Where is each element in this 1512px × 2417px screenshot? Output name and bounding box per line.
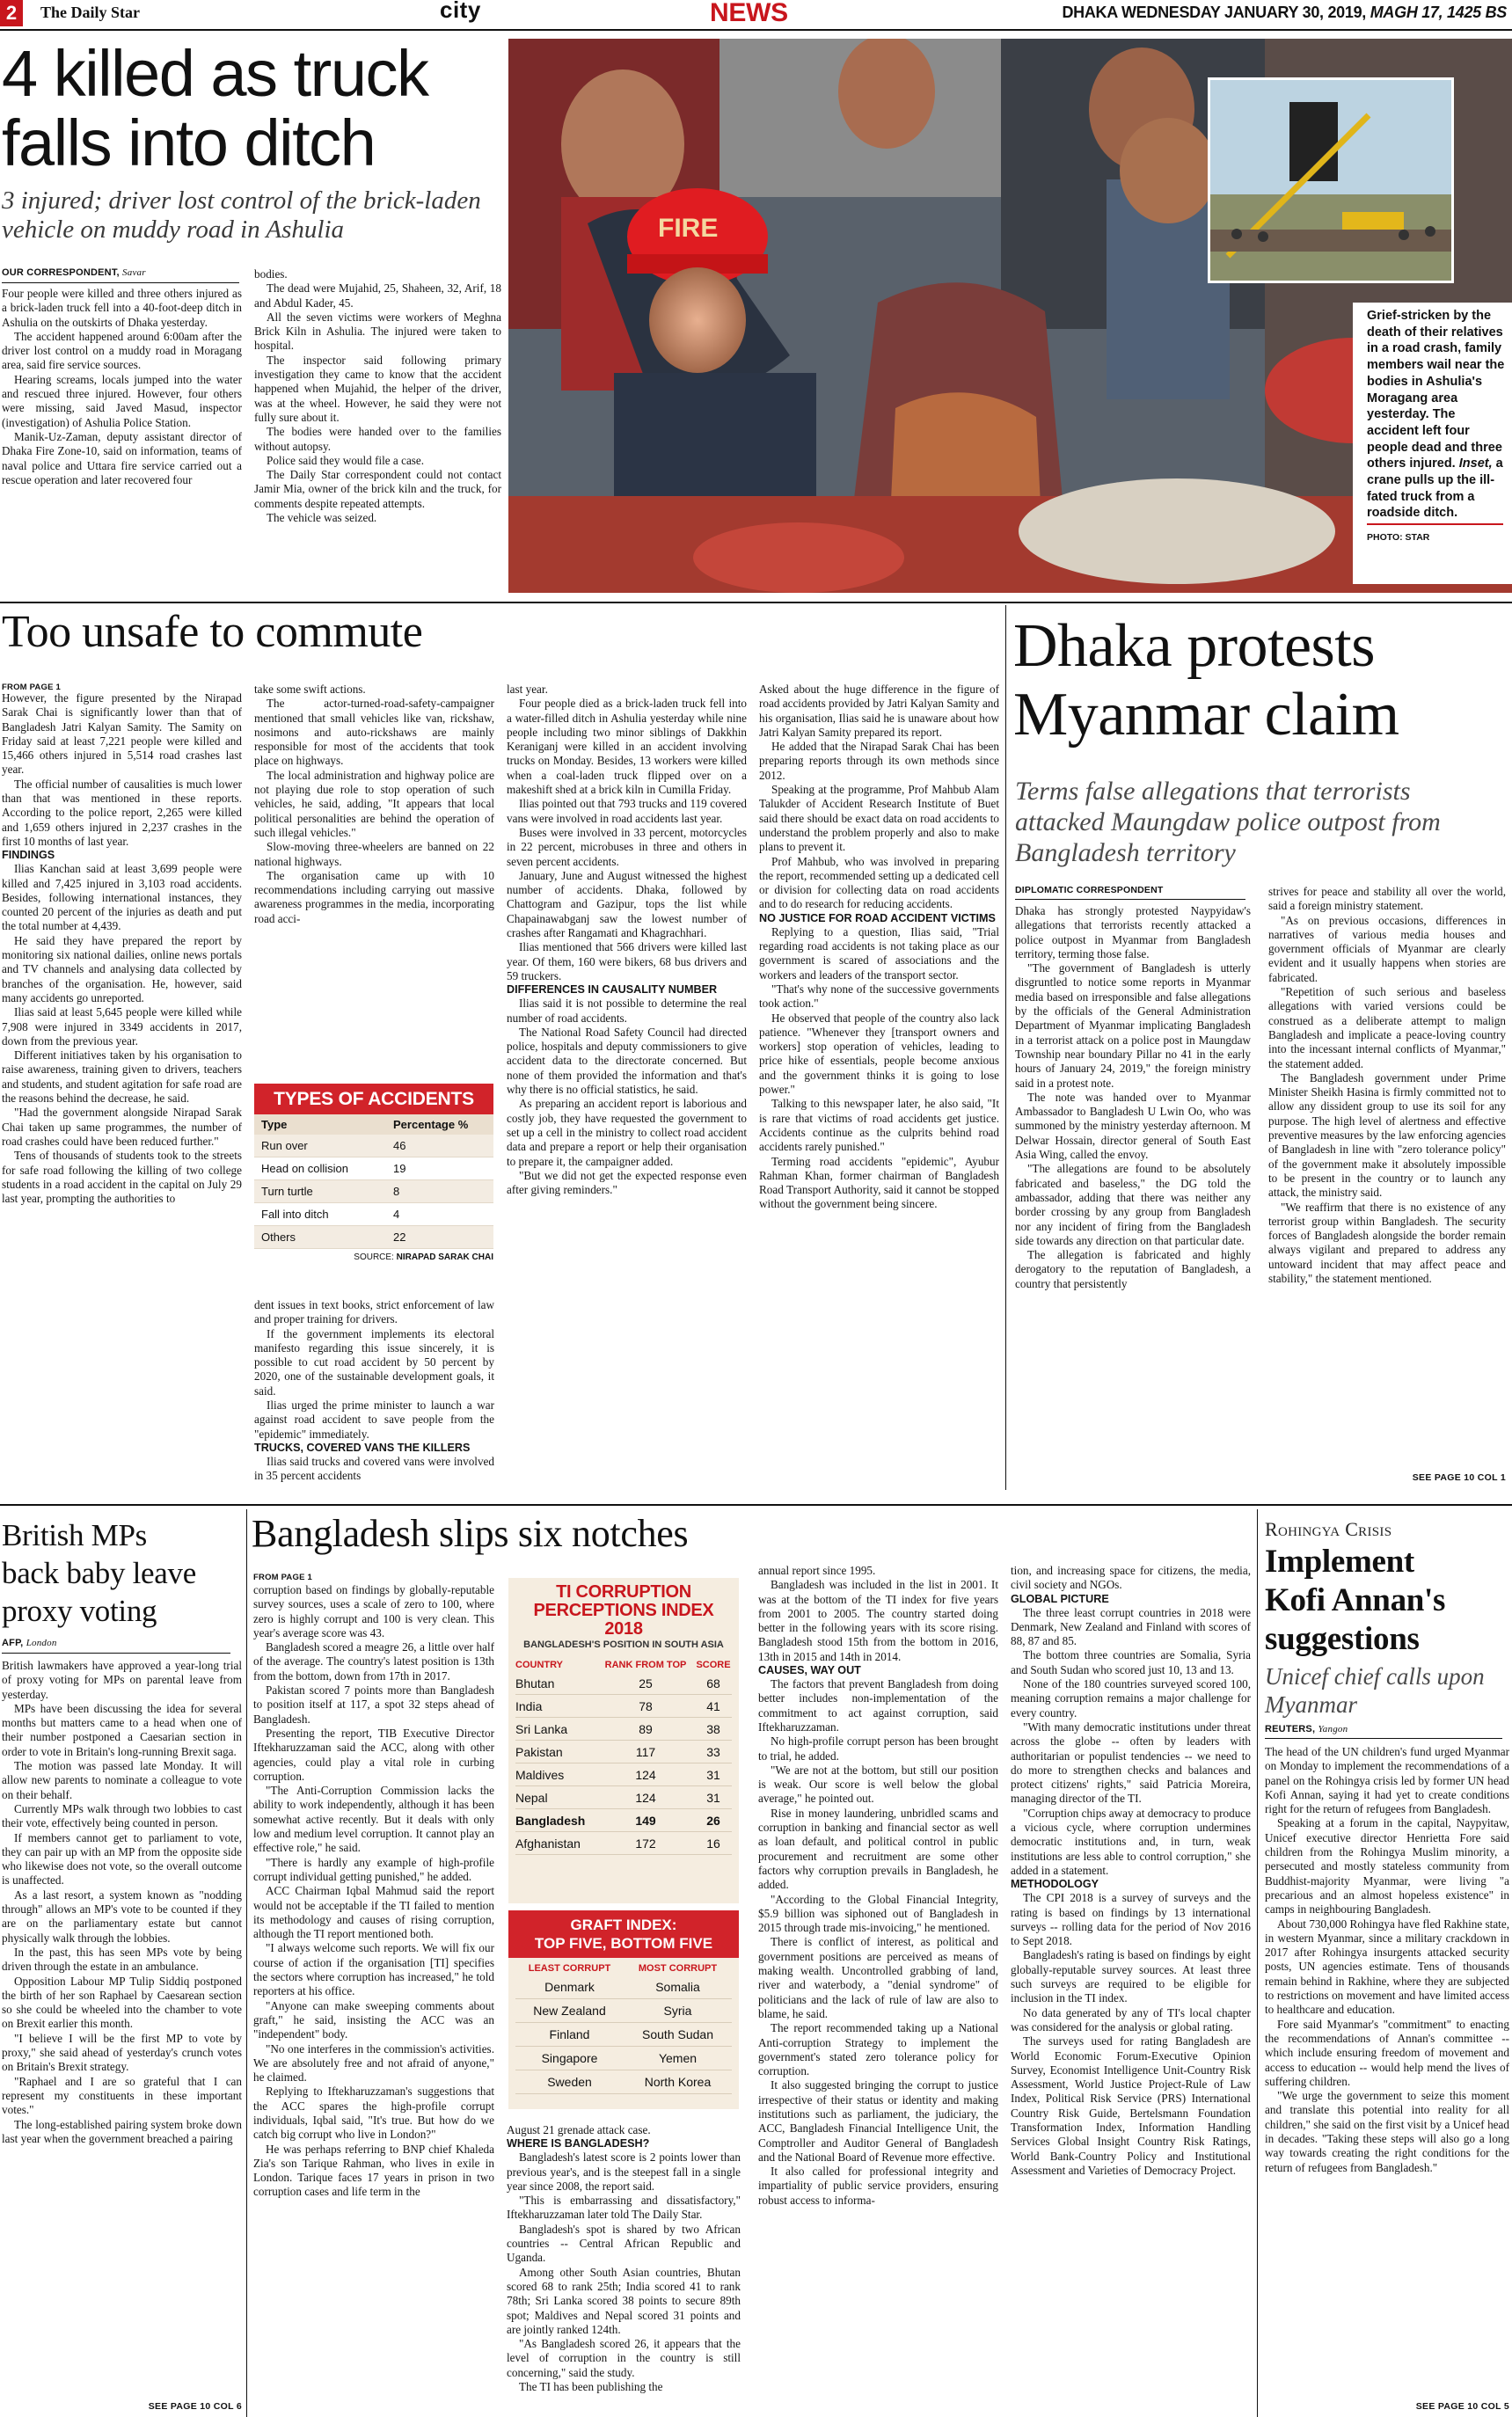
cell-percentage: 4 (393, 1208, 400, 1221)
paragraph: If the government implements its electoral manifesto regarding this issue sincerely, it is possible to cut road accident by 50 percent by 2020, one of the sustainable development goals, it said. (254, 1326, 494, 1398)
table-row (254, 1226, 493, 1249)
paragraph: ACC Chairman Iqbal Mahmud said the report would not be acceptable if the TI failed to mention its methodology and causes of rising corruption, although the TI report mentioned both. (253, 1884, 494, 1941)
paragraph: Rise in money laundering, unbridled scams and corruption in banking and financial sector as well as loan default, and political control in public procurement and recruitment are some other factors why corruption prevails in Bangladesh, he added. (758, 1806, 998, 1892)
paragraph: "The allegations are found to be absolutely fabricated and baseless," the DG told the ambassador, adding that there was neither any border crossing by any group from Bangladesh nor any incident of firing from the Bangladesh side towards any direction on that particular date. (1015, 1162, 1251, 1247)
paragraph: There is conflict of interest, as political and government positions are perceived as means of making wealth. Uncontrolled grabbing of land, river and waterbody, a "denial syndrome" of politicians and the lack of rule of law are also to blame, he said. (758, 1935, 998, 2020)
paragraph: last year. (507, 683, 548, 696)
table-row (515, 1718, 732, 1741)
paragraph: The long-established pairing system broke down last year when the government breached a pairing (2, 2117, 242, 2145)
paragraph: "I believe I will be the first MP to vote by proxy," she said ahead of yesterday's crunch votes on Britain's Brexit strategy. (2, 2031, 242, 2074)
table-cell: 26 (706, 1814, 720, 1828)
paragraph: The allegation is fabricated and highly derogatory to the reputation of Bangladesh, a country that persistently (1015, 1248, 1251, 1290)
table-cell: 117 (635, 1745, 656, 1759)
cell-type: Fall into ditch (261, 1208, 329, 1221)
body-col-1 (253, 1583, 494, 2417)
paragraph: Dhaka has strongly protested Naypyidaw's allegations that terrorists recently attacked a police outpost in Myanmar from Bangladesh territory, terming those false. (1015, 904, 1251, 960)
table-cell: Bhutan (515, 1676, 555, 1690)
story-rohingya (1263, 1509, 1512, 2417)
main-photo (508, 39, 1512, 593)
paragraph: The Daily Star correspondent could not contact Jamir Mia, owner of the brick kiln and the truck, for comments despite repeated attempts. (254, 468, 501, 510)
dateline: DHAKA WEDNESDAY JANUARY 30, 2019, MAGH 17, 1425 BS (1062, 4, 1507, 21)
subhead: WHERE IS BANGLADESH? (507, 2137, 650, 2150)
story-bangladesh-slips (252, 1509, 1254, 2417)
paragraph: Bangladesh scored a meagre 26, a little over half of the average. The country's latest position is 13th from the bottom, down from 17th in 2017. (253, 1640, 494, 1683)
table-cell: India (515, 1699, 543, 1713)
body-col-1 (2, 691, 242, 1499)
paragraph: "We urge the government to seize this moment and translate this potential into reality for all children," she said on the first visit by a Unicef head in decades. "Taking these steps will also go a long way towards creating the right conditions for the return of refugees from Bangladesh." (1265, 2089, 1509, 2174)
table-row (515, 1975, 732, 1999)
cell-percentage: 19 (393, 1162, 406, 1175)
table-cell: Nepal (515, 1791, 548, 1805)
byline: DIPLOMATIC CORRESPONDENT (1015, 885, 1164, 895)
paragraph: The CPI 2018 is a survey of surveys and the rating is based on findings by 13 international surveys -- rolling data for the period of Nov 2016 to Sept 2018. (1011, 1891, 1251, 1948)
body-col-4 (1011, 1564, 1251, 2417)
ti-subtitle: BANGLADESH'S POSITION IN SOUTH ASIA (523, 1639, 724, 1650)
table-row (515, 1672, 732, 1695)
paragraph: Four people were killed and three others injured as a brick-laden truck fell into a 40-foot-deep ditch in Ashulia on the outskirts of Dhaka yesterday. (2, 287, 242, 329)
table-row (515, 2047, 732, 2070)
table-row (515, 2070, 732, 2094)
paragraph: January, June and August witnessed the highest number of accidents. Dhaka, followed by Chattogram and Gazipur, tops the list while Chapainawabganj saw the lowest number of crashes after Rangamati and Khagrachhari. (507, 868, 747, 940)
paragraph: He observed that people of the country also lack patience. "Whenever they [transport owners and workers] stop operation of vehicles, leading to price hike of essentials, people become anxious and the government thinks it is going to lose power." (759, 1011, 999, 1097)
subhead: METHODOLOGY (1011, 1878, 1099, 1891)
paragraph: Fore said Myanmar's "commitment" to enacting the recommendations of Annan's committee -- which include ensuring freedom of movement and access to education -- would help mend the lives of suffering children. (1265, 2017, 1509, 2088)
paragraph: Ilias Kanchan said at least 3,699 people were killed and 7,425 injured in 3,103 road accidents. Besides, following international instances, they counted 20 percent of the injuries as death and put the total number at 4,439. (2, 862, 242, 933)
paragraph: The official number of causalities is much lower than that was mentioned in these reports. According to the police report, 2,265 were killed and 1,659 others injured in 2,237 crashes in the first 10 months of last year. (2, 777, 242, 848)
table-cell: 78 (639, 1699, 653, 1713)
paragraph: "As Bangladesh scored 26, it appears that the level of corruption in the country is still concerning," said the study. (507, 2337, 741, 2379)
paragraph: Ilias said it is not possible to determine the real number of road accidents. (507, 997, 747, 1025)
paragraph: Presenting the report, TIB Executive Director Iftekharuzzaman said the ACC, along with other agencies, could play a vital role in curbing corruption. (253, 1726, 494, 1783)
paragraph: "Repetition of such serious and baseless allegations with varied versions could be construed as a deliberate attempt to malign Bangladesh and implicate a peace-loving country into the incessant internal conflicts of Myanmar," the statement added. (1268, 985, 1506, 1070)
paragraph: Ilias pointed out that 793 trucks and 119 covered vans were involved in road accidents last year. (507, 797, 747, 825)
paragraph: Tens of thousands of students took to the streets for safe road following the killing of two college students in a road accident in the capital on July 29 last year, prompting the authorities to (2, 1149, 242, 1206)
table-cell: 16 (706, 1836, 720, 1851)
see-page: SEE PAGE 10 COL 1 (1412, 1472, 1506, 1483)
story-too-unsafe (0, 605, 1003, 1501)
paragraph: corruption based on findings by globally-reputable survey sources, uses a scale of zero to 100, where zero is highly corrupt and 100 is very clean. This year's average score was 43. (253, 1583, 494, 1639)
paragraph: Prof Mahbub, who was involved in preparing the report, recommended setting up a dedicated cell or division for collecting data on road accidents and to do research for reducing accidents. (759, 854, 999, 911)
paragraph: The National Road Safety Council had directed police, hospitals and deputy commissioners to give accident data to the directorate concerned. But none of them provided the information and that's why there is no official statistics, he said. (507, 1025, 747, 1097)
table-cell: 68 (706, 1676, 720, 1690)
paragraph: Manik-Uz-Zaman, deputy assistant director of Dhaka Fire Zone-10, said on information, teams of naval police and Uttara fire service carried out a rescue operation and later recovered four (2, 429, 242, 486)
from-page: FROM PAGE 1 (253, 1573, 312, 1582)
subhead: FINDINGS (2, 849, 55, 862)
cell-type: Others (261, 1230, 296, 1244)
paragraph: The surveys used for rating Bangladesh are World Economic Forum-Executive Opinion Survey, Economist Intelligence Unit-Country Risk Assessment, World Justice Project-Rule of Law Index, Political Risk Service (PRS) International Country Risk Guide, Bertelsmann Foundation Transformation Index, Information Handling Services Global Insight Country Risk Ratings, World Bank-Country Policy and Institutional Assessment and Varieties of Democracy Project. (1011, 2034, 1251, 2177)
accidents-table: TYPES OF ACCIDENTS Type Percentage % Run over 46 Head on collision 19 Turn turtle 8 Fall into ditch 4 Others 22 SOURCE: NIRAPAD SARAK CHAI (254, 1084, 493, 1295)
table-cell: 41 (706, 1699, 720, 1713)
paragraph: The vehicle was seized. (267, 511, 377, 525)
paragraph: However, the figure presented by the Nirapad Sarak Chai is significantly lower than that of Bangladesh Jatri Kalyan Samity. The Samity on Friday said at least 7,221 people were killed and 15,466 others injured in 5,514 road crashes last year. (2, 691, 242, 777)
paragraph: Speaking at the programme, Prof Mahbub Alam Talukder of Accident Research Institute of Buet said there should be exact data on road accidents to understand the problem properly and also to make plans to prevent it. (759, 783, 999, 854)
paragraph: None of the 180 countries surveyed scored 100, meaning corruption remains a major challenge for every country. (1011, 1677, 1251, 1720)
table-row (254, 1135, 493, 1157)
paragraph: Bangladesh was included in the list in 2001. It was at the bottom of the TI index for five years from 2001 to 2005. The country started doing better in the following years with its score rising. Bangladesh stood 15th from the bottom in 2016, 13th in 2015 and 14th in 2014. (758, 1578, 998, 1663)
paragraph: The bodies were handed over to the families without autopsy. (254, 425, 501, 453)
paragraph: It also called for professional integrity and impartiality of public service providers, ensuring robust access to informa- (758, 2165, 998, 2207)
paragraph: No data generated by any of TI's local chapter was considered for the analysis or global rating. (1011, 2005, 1251, 2034)
paragraph: Replying to a question, Ilias said, "Trial regarding road accidents is not taking place as our government is scared of associations and the workers and leaders of the transport sector. (759, 924, 999, 982)
paragraph: "This is embarrassing and dissatisfactory," Iftekharuzzaman later told The Daily Star. (507, 2194, 741, 2222)
table-row (515, 1999, 732, 2023)
headline: British MPs back baby leave proxy voting (2, 1518, 196, 1628)
headline: Dhaka protests Myanmar claim (1013, 612, 1399, 748)
paragraph: The note was handed over to Myanmar Ambassador to Bangladesh U Lwin Oo, who was summoned by the ministry yesterday afternoon. M Delwar Hossain, director general of South East Asia Wing, called the envoy. (1015, 1090, 1251, 1162)
cell-type: Run over (261, 1139, 308, 1152)
table-cell: 38 (706, 1722, 720, 1736)
paragraph: "I always welcome such reports. We will fix our course of action if the organisation [TI] specifies the sectors where corruption has increased," he told reporters at his office. (253, 1941, 494, 1998)
headline: 4 killed as truck falls into ditch (2, 37, 428, 179)
paragraph: take some swift actions. (254, 683, 366, 696)
body-col (1265, 1745, 1509, 2399)
paragraph: "There is hardly any example of high-profile corrupt individual getting punished," he added. (253, 1855, 494, 1883)
paragraph: "The government of Bangladesh is utterly disgruntled to notice some reports in Myanmar media based on irresponsible and false allegations by the officials of the General Administration Department of Myanmar implicating Bangladesh in a terrorist attack on a police post in Maungdaw Township near boundary Pillar no 41 in the early hours of January 24, 2019," the foreign ministry said in a protest note. (1015, 961, 1251, 1090)
deck: 3 injured; driver lost control of the brick-laden vehicle on muddy road in Ashulia (2, 186, 481, 244)
paragraph: Among other South Asian countries, Bhutan scored 68 to rank 25th; India scored 41 to rank 78th; Sri Lanka scored 38 points to secure 89th spot; Maldives and Nepal scored 31 points and are jointly ranked 124th. (507, 2265, 741, 2336)
masthead (0, 0, 1512, 35)
paragraph: Ilias said trucks and covered vans were involved in 35 percent accidents (254, 1454, 494, 1483)
subhead: TRUCKS, COVERED VANS THE KILLERS (254, 1441, 471, 1454)
paragraph: The head of the UN children's fund urged Myanmar on Monday to implement the recommendations of a panel on the Rohingya crisis led by former UN head Kofi Annan, saying it had yet to create conditions right for the return of refugees from Bangladesh. (1265, 1745, 1509, 1816)
cell-least: Singapore (541, 2051, 598, 2065)
table-row (254, 1203, 493, 1226)
paragraph: Replying to Iftekharuzzaman's suggestions that the ACC spares the high-profile corrupt individuals, Iqbal said, "It's true. But how do we catch big corrupt who live in London?" (253, 2085, 494, 2142)
paper-name: The Daily Star (40, 4, 141, 21)
photo-caption: Grief-stricken by the death of their relatives in a road crash, family members wail near the bodies in Ashulia's Moragang area yesterday. The accident left four people dead and three others injured. Inset, a crane pulls up the ill-fated truck from a roadside ditch. PHOTO: STAR (1353, 303, 1512, 584)
paragraph: Slow-moving three-wheelers are banned on 22 national highways. (254, 840, 494, 868)
paragraph: annual report since 1995. (758, 1564, 876, 1577)
subhead: CAUSES, WAY OUT (758, 1664, 861, 1677)
cell-least: Denmark (544, 1980, 595, 1994)
table-row (254, 1157, 493, 1180)
paragraph: bodies. (254, 267, 288, 281)
paragraph: "As on previous occasions, differences in narratives of various media houses and government officials of Myanmar are clearly evident and it usually happens when stories are fabricated. (1268, 913, 1506, 984)
paragraph: The Bangladesh government under Prime Minister Sheikh Hasina is firmly committed not to allow any dissident group to use its soil for any purpose. The high level of alertness and effective preventive measures by the law enforcing agencies of Bangladesh in line with "zero tolerance policy" of the government make it absolutely impossible to be present in the country or to launch any attack, the ministry said. (1268, 1070, 1506, 1200)
paragraph: The TI has been publishing the (519, 2380, 663, 2394)
table-row (254, 1180, 493, 1203)
cell-least: New Zealand (533, 2004, 606, 2018)
deck: Terms false allegations that terrorists attacked Maungdaw police outpost from Bangladesh territory (1015, 777, 1441, 867)
paragraph: Hearing screams, locals jumped into the water and rescued three injured. However, four others were missing, said Javed Masud, inspector (investigation) of Ashulia Police Station. (2, 372, 242, 429)
body-col-2 (507, 2123, 741, 2417)
paragraph: "We are not at the bottom, but still our position is weak. Our score is well below the global average," he pointed out. (758, 1763, 998, 1806)
table-row (515, 1786, 732, 1809)
from-page: FROM PAGE 1 (2, 683, 61, 692)
paragraph: "Raphael and I are so grateful that I can represent my constituents in these important votes." (2, 2074, 242, 2117)
body-col (2, 1659, 242, 2399)
cell-least: Sweden (547, 2075, 592, 2089)
paragraph: The three least corrupt countries in 2018 were Denmark, New Zealand and Finland with scores of 88, 87 and 85. (1011, 1605, 1251, 1648)
paragraph: The report recommended taking up a National Anti-corruption Strategy to implement the government's stated zero tolerance policy for corruption. (758, 2021, 998, 2078)
table-row (515, 1741, 732, 1763)
paragraph: "The Anti-Corruption Commission lacks the ability to work independently, although it has been somewhat active recently. But it deals with only low and medium level corruption. It cannot play an effective role," he said. (253, 1784, 494, 1855)
paragraph: About 730,000 Rohingya have fled Rakhine state, in western Myanmar, since a military crackdown in 2017 after Rohingya insurgents attacked security posts, UN agencies estimate. Tens of thousands remain behind in Rakhine, where they are subjected to restrictions on movement and have limited access to healthcare and education. (1265, 1917, 1509, 2017)
paragraph: "No one interferes in the commission's activities. We are absolutely free and not afraid of anyone," he claimed. (253, 2041, 494, 2085)
body-col-2b (254, 1298, 494, 1499)
table-cell: 172 (635, 1836, 656, 1851)
byline: REUTERS, Yangon (1265, 1724, 1348, 1734)
cell-type: Turn turtle (261, 1185, 313, 1198)
paragraph: He added that the Nirapad Sarak Chai has been preparing reports through its own methods since 2012. (759, 740, 999, 782)
paragraph: The bottom three countries are Somalia, Syria and South Sudan who scored just 10, 13 and 13. (1011, 1648, 1251, 1676)
table-cell: Afghanistan (515, 1836, 581, 1851)
inset-photo (1208, 77, 1454, 283)
paragraph: All the seven victims were workers of Meghna Brick Kiln in Ashulia. The injured were taken to hospital. (254, 310, 501, 353)
deck: Unicef chief calls upon Myanmar (1265, 1663, 1485, 1718)
paragraph: The inspector said following primary investigation they came to know that the accident happened when Mujahid, the helper of the driver, was at the wheel. However, he said they were not fully sure about it. (254, 353, 501, 424)
paragraph: strives for peace and stability all over the world, said a foreign ministry statement. (1268, 885, 1506, 913)
paragraph: If members cannot get to parliament to vote, they can pair up with an MP from the opposite side who likewise does not vote, so the overall outcome is unaffected. (2, 1830, 242, 1888)
body-col-3 (758, 1564, 998, 2417)
svg-text:FIRE: FIRE (658, 214, 719, 243)
table-row (515, 1832, 732, 1855)
paragraph: "That's why none of the successive governments took action." (759, 982, 999, 1011)
subhead: NO JUSTICE FOR ROAD ACCIDENT VICTIMS (759, 911, 996, 924)
graft-title: GRAFT INDEX: TOP FIVE, BOTTOM FIVE (508, 1910, 739, 1958)
table-row (515, 2023, 732, 2047)
headline: Implement Kofi Annan's suggestions (1265, 1544, 1446, 1657)
paragraph: Ilias urged the prime minister to launch a war against road accident to save people from the "epidemic" immediately. (254, 1398, 494, 1441)
paragraph: The organisation came up with 10 recommendations including carrying out massive awareness programmes in the media, incorporating road acci- (254, 868, 494, 925)
cell-percentage: 22 (393, 1230, 406, 1244)
paragraph: The dead were Mujahid, 25, Shaheen, 32, Arif, 18 and Abdul Kader, 45. (254, 281, 501, 310)
subhead: GLOBAL PICTURE (1011, 1592, 1109, 1605)
cell-most: Somalia (655, 1980, 700, 1994)
table-cell: Bangladesh (515, 1814, 586, 1828)
paragraph: The actor-turned-road-safety-campaigner mentioned that small vehicles like van, rickshaw, nosimons and auto-rickshaws are mainly responsible for most of the accidents that took place on highways. (254, 697, 494, 768)
body-col-2 (1268, 885, 1506, 1479)
paragraph: dent issues in text books, strict enforcement of law and proper training for drivers. (254, 1298, 494, 1326)
paragraph: Speaking at a forum in the capital, Naypyitaw, Unicef executive director Henrietta Fore said children from the Rohingya Muslim minority, a persecuted and mostly stateless community from Buddhist-majority Myanmar, were living "a precarious and an almost hopeless existence" in camps in neighbouring Bangladesh. (1265, 1816, 1509, 1917)
cell-most: North Korea (644, 2075, 712, 2089)
paragraph: "Corruption chips away at democracy to produce a vicious cycle, where corruption undermines democratic institutions and, in turn, weak institutions are less able to control corruption," she added in a statement. (1011, 1806, 1251, 1877)
section-name: city (440, 0, 481, 23)
paragraph: Four people died as a brick-laden truck fell into a water-filled ditch in Ashulia yesterday while nine people including two minor siblings of Dakkhin Keraniganj were killed in an accident involving trucks on Monday. Besides, 13 workers were killed when a coal-laden truck flipped over on a makeshift shed at a brick kiln in Cumilla Friday. (507, 697, 747, 797)
paragraph: Terming road accidents "epidemic", Ayubur Rahman Khan, former chairman of Bangladesh Road Transport Authority, said it cannot be stopped without the government being sincere. (759, 1154, 999, 1211)
cell-percentage: 8 (393, 1185, 400, 1198)
paragraph: It also suggested bringing the corrupt to justice irrespective of their status or identity and making institutions such as parliament, the judiciary, the ACC, Bangladesh Financial Intelligence Unit, the Comptroller and Auditor General of Bangladesh and the National Board of Revenue more effective. (758, 2078, 998, 2164)
table-cell: 33 (706, 1745, 720, 1759)
paragraph: Bangladesh's latest score is 2 points lower than previous year's, and is the steepest fall in a single year since 2008, the report said. (507, 2150, 741, 2193)
table-cell: Pakistan (515, 1745, 563, 1759)
paragraph: Currently MPs walk through two lobbies to cast their vote, effectively being counted in person. (2, 1801, 242, 1830)
paragraph: The factors that prevent Bangladesh from doing better includes non-implementation of the commitment to act against corruption, said Iftekharuzzaman. (758, 1677, 998, 1734)
paragraph: The accident happened around 6:00am after the driver lost control on a muddy road in Moragang area, said fire service sources. (2, 329, 242, 372)
body-col-2a (254, 683, 494, 1080)
paragraph: Ilias mentioned that 566 drivers were killed last year. Of them, 160 were bikers, 68 bus drivers and 59 truckers. (507, 940, 747, 982)
paragraph: August 21 grenade attack case. (507, 2123, 651, 2136)
body-col-1 (2, 287, 242, 596)
body-col-2 (254, 267, 501, 596)
see-page: SEE PAGE 10 COL 6 (148, 2401, 242, 2412)
cell-type: Head on collision (261, 1162, 349, 1175)
paragraph: Buses were involved in 33 percent, motorcycles in 22 percent, microbuses in three and others in seven percent accidents. (507, 825, 747, 868)
story-dhaka-protests (1012, 605, 1512, 1501)
paragraph: As preparing an accident report is laborious and costly job, they have requested the government to set up a cell in the ministry to collect road accident data and prepare a report or help their organisation to prepare it, the campaigner added. (507, 1097, 747, 1168)
table-cell: 31 (706, 1791, 720, 1805)
table-cell: Sri Lanka (515, 1722, 568, 1736)
paragraph: Ilias said at least 5,645 people were killed while 7,908 were injured in 3349 accidents in 2017, down from the previous year. (2, 1005, 242, 1048)
table-row (515, 1763, 732, 1786)
table-title: TYPES OF ACCIDENTS (254, 1084, 493, 1114)
paragraph: He said they have prepared the report by monitoring six national dailies, online news portals and TV channels and analysing data collected by branches of the organisation. He, however, said many accidents go unreported. (2, 933, 242, 1004)
ti-title: TI CORRUPTION PERCEPTIONS INDEX 2018 (533, 1582, 714, 1639)
byline: AFP, London (2, 1638, 57, 1648)
cell-most: South Sudan (642, 2027, 713, 2041)
table-cell: 124 (635, 1768, 656, 1782)
paragraph: The motion was passed late Monday. It will allow new parents to nominate a colleague to vote on their behalf. (2, 1759, 242, 1801)
table-row (515, 1695, 732, 1718)
paragraph: Opposition Labour MP Tulip Siddiq postponed the birth of her son Raphael by Caesarean section so she could be wheeled into the chamber to vote on Brexit earlier this month. (2, 1974, 242, 2031)
graft-index-table: GRAFT INDEX: TOP FIVE, BOTTOM FIVE LEAST CORRUPT MOST CORRUPT Denmark Somalia New Zealand Syria Finland South Sudan Singapore Yemen Sweden North Korea (508, 1910, 739, 2109)
body-col-4 (759, 683, 999, 1499)
paragraph: "According to the Global Financial Integrity, $5.9 billion was siphoned out of Bangladesh in 2015 through trade mis-invoicing," he mentioned. (758, 1892, 998, 1935)
paragraph: Talking to this newspaper later, he also said, "It is rare that victims of road accidents get justice. Accidents continue as the culprits behind road accidents rarely punished." (759, 1097, 999, 1154)
ti-index-table: TI CORRUPTION PERCEPTIONS INDEX 2018 BANGLADESH'S POSITION IN SOUTH ASIA COUNTRY RANK FROM TOP SCORE Bhutan 25 68 India 78 41 Sri Lanka 89 38 Pakistan 117 33 Maldives 124 31 Nepal 124 31 Bangladesh 149 26 Afghanistan 172 16 (508, 1578, 739, 1903)
headline: Bangladesh slips six notches (252, 1512, 689, 1555)
story-british-mps (0, 1509, 243, 2417)
paragraph: "With many democratic institutions under threat across the globe -- often by leaders with authoritarian or populist tendencies -- we need to do more to strengthen checks and balances and protect citizens' rights," said Patricia Moreira, managing director of the TI. (1011, 1720, 1251, 1806)
paragraph: The local administration and highway police are not playing due role to stop operation of such vehicles, he said, adding, "It appears that local political personalities are behind the operation of such illegal vehicles." (254, 768, 494, 839)
table-cell: 149 (635, 1814, 656, 1828)
paragraph: Different initiatives taken by his organisation to raise awareness, training given to drivers, teachers and students, and student agitation for safe road are the reasons behind the decrease, he said. (2, 1048, 242, 1106)
kicker: Rohingya Crisis (1265, 1518, 1392, 1540)
table-cell: 31 (706, 1768, 720, 1782)
paragraph: Bangladesh's spot is shared by two African countries -- Central African Republic and Uganda. (507, 2222, 741, 2265)
paragraph: "But we did not get the expected response even after giving reminders." (507, 1168, 747, 1197)
section-right: NEWS (710, 0, 788, 27)
subhead: DIFFERENCES IN CAUSALITY NUMBER (507, 983, 718, 997)
cell-most: Syria (663, 2004, 692, 2018)
cell-most: Yemen (658, 2051, 698, 2065)
paragraph: No high-profile corrupt person has been brought to trial, he added. (758, 1734, 998, 1763)
paragraph: In the past, this has seen MPs vote by being driven through the estate in an ambulance. (2, 1945, 242, 1974)
table-cell: 124 (635, 1791, 656, 1805)
paragraph: Bangladesh's rating is based on findings by eight globally-reputable survey sources. At least three such surveys are required to be eligible for inclusion in the TI index. (1011, 1948, 1251, 2005)
table-cell: 89 (639, 1722, 653, 1736)
paragraph: Asked about the huge difference in the figure of road accidents provided by Jatri Kalyan Samity and his organisation, Ilias said he is unaware about how Jatri Kalyan Samity prepared its report. (759, 683, 999, 739)
paragraph: British lawmakers have approved a year-long trial of proxy voting for MPs on parental leave from yesterday. (2, 1659, 242, 1701)
headline: Too unsafe to commute (2, 607, 423, 657)
crane-image (1210, 80, 1451, 281)
page-number: 2 (0, 0, 23, 26)
cell-least: Finland (549, 2027, 590, 2041)
paragraph: "We reaffirm that there is no existence of any terrorist group within Bangladesh. The security forces of Bangladesh alongside the border remain always vigilant and prepared to address any untoward incident that may affect peace and stability," the statement mentioned. (1268, 1200, 1506, 1286)
body-col-3 (507, 683, 747, 1499)
photo-credit: PHOTO: STAR (1367, 532, 1430, 543)
paragraph: MPs have been discussing the idea for several months but matters came to a head when one of their number postponed a Caesarian section in order to vote in Britain's long-running Brexit saga. (2, 1701, 242, 1758)
paragraph: As a last resort, a system known as "nodding through" allows an MP's vote to be counted if they are on the parliamentary estate but cannot physically walk through the lobbies. (2, 1888, 242, 1945)
story-truck-ditch (0, 35, 1512, 598)
paragraph: tion, and increasing space for citizens, the media, civil society and NGOs. (1011, 1564, 1251, 1592)
paragraph: Police said they would file a case. (267, 453, 425, 467)
cell-percentage: 46 (393, 1139, 406, 1152)
paragraph: Pakistan scored 7 points more than Bangladesh to position itself at 117, a spot 32 steps ahead of Bangladesh. (253, 1683, 494, 1726)
paragraph: "Anyone can make sweeping comments about graft," he said, insisting the ACC was an "independent" body. (253, 1998, 494, 2041)
byline: OUR CORRESPONDENT, Savar (2, 267, 146, 278)
body-col-1 (1015, 904, 1251, 1499)
paragraph: He was perhaps referring to BNP chief Khaleda Zia's son Tarique Rahman, who lives in exile in London. Tarique faces 17 years in prison in two corruption cases and life term in the (253, 2142, 494, 2199)
table-row (515, 1809, 732, 1832)
table-cell: 25 (639, 1676, 653, 1690)
see-page: SEE PAGE 10 COL 5 (1415, 2401, 1509, 2412)
paragraph: "Had the government alongside Nirapad Sarak Chai taken up same programmes, the number of road crashes could have been reduced further." (2, 1106, 242, 1148)
table-cell: Maldives (515, 1768, 565, 1782)
